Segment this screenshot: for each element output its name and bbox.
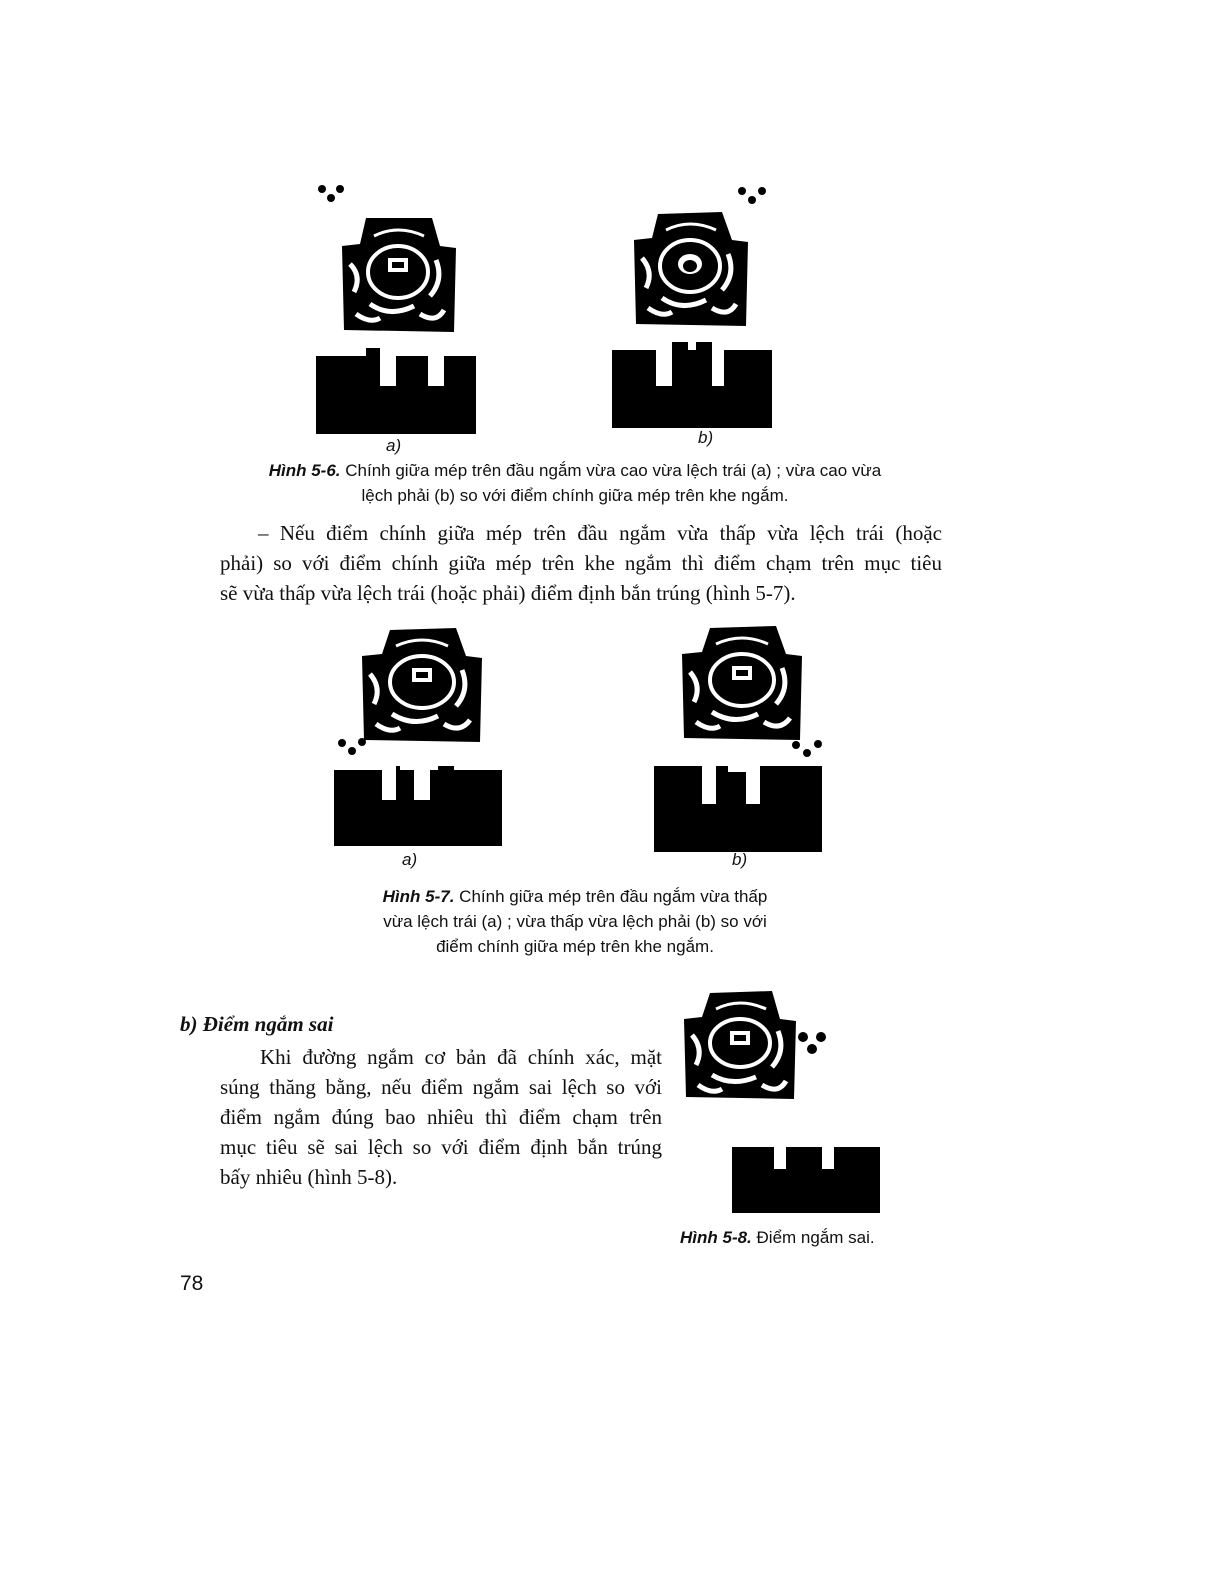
rear-sight-notch-icon (732, 1147, 880, 1213)
rear-sight-notch-icon (334, 766, 502, 846)
target-silhouette-icon (358, 626, 486, 744)
subfigure-label-b: b) (698, 428, 714, 447)
impact-dots-icon (336, 736, 376, 760)
paragraph-line: – Nếu điểm chính giữa mép trên đầu ngắm vừa thấp vừa lệch trái (hoặc (258, 521, 942, 545)
impact-dots-icon (316, 182, 356, 206)
caption-text: lệch phải (b) so với điểm chính giữa mép trên khe ngắm. (361, 486, 789, 505)
caption-label: Hình 5-6. (268, 461, 341, 480)
caption-text: vừa lệch trái (a) ; vừa thấp vừa lệch phải (b) so với (383, 912, 767, 931)
impact-dots-icon (790, 738, 830, 762)
section-heading: b) Điểm ngắm sai (180, 1012, 334, 1036)
target-silhouette-icon (340, 214, 458, 334)
paragraph-line: súng thăng bằng, nếu điểm ngắm sai lệch so với (220, 1075, 662, 1099)
paragraph-line: điểm ngắm đúng bao nhiêu thì điểm chạm trên (220, 1105, 662, 1129)
paragraph-line: Khi đường ngắm cơ bản đã chính xác, mặt (260, 1045, 662, 1069)
subfigure-label-b: b) (732, 850, 748, 869)
paragraph-line: phải) so với điểm chính giữa mép trên khe ngắm thì điểm chạm trên mục tiêu (220, 551, 942, 575)
target-silhouette-icon (632, 210, 750, 328)
figure-5-8 (680, 985, 920, 1225)
caption-label: Hình 5-7. (382, 887, 455, 906)
subfigure-label-a: a) (386, 436, 402, 455)
impact-dots-icon (796, 1029, 830, 1059)
caption-text: Chính giữa mép trên đầu ngắm vừa thấp (459, 887, 768, 906)
page-number: 78 (180, 1272, 204, 1295)
caption-label: Hình 5-8. (680, 1228, 752, 1247)
figure-5-6 (300, 170, 820, 460)
caption-text: Điểm ngắm sai. (756, 1228, 875, 1247)
paragraph-line: sẽ vừa thấp vừa lệch trái (hoặc phải) điểm định bắn trúng (hình 5-7). (220, 581, 796, 605)
paragraph-line: bấy nhiêu (hình 5-8). (220, 1165, 398, 1189)
section-b-paragraph (220, 1042, 662, 1192)
figure-5-8-caption (680, 1225, 906, 1250)
caption-text: Chính giữa mép trên đầu ngắm vừa cao vừa lệch trái (a) ; vừa cao vừa (345, 461, 882, 480)
paragraph-figure-5-7 (220, 518, 942, 608)
impact-dots-icon (736, 184, 776, 208)
rear-sight-notch-icon (654, 766, 822, 852)
rear-sight-notch-icon (316, 348, 476, 434)
rear-sight-notch-icon (612, 342, 772, 428)
figure-5-7 (320, 620, 840, 880)
paragraph-line: mục tiêu sẽ sai lệch so với điểm định bắn trúng (220, 1135, 662, 1159)
subfigure-label-a: a) (402, 850, 418, 869)
target-silhouette-icon (682, 989, 800, 1101)
figure-5-6-caption (210, 458, 940, 508)
target-silhouette-icon (678, 624, 806, 742)
figure-5-7-caption (300, 884, 850, 959)
caption-text: điểm chính giữa mép trên khe ngắm. (436, 937, 714, 956)
